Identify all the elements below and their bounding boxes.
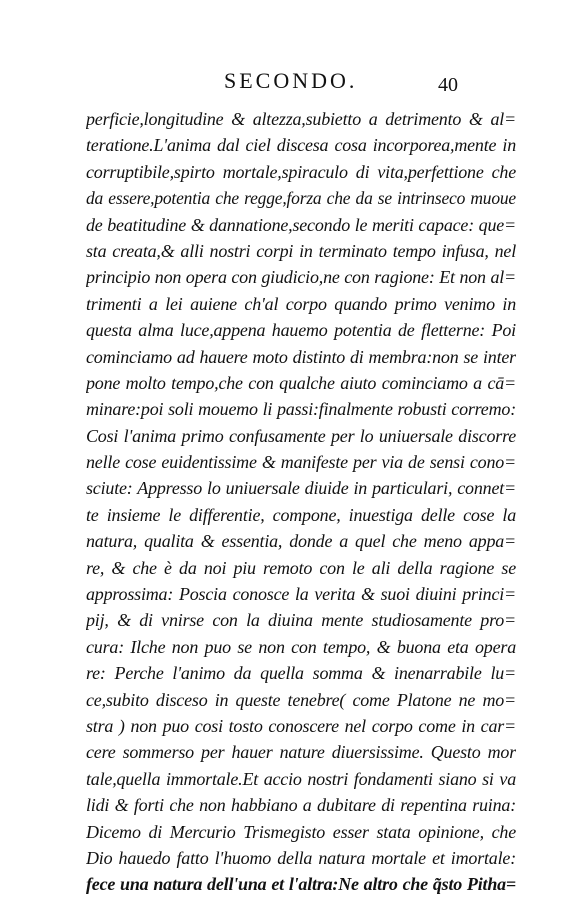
text-line: approssima: Poscia conosce la verita & suoi diuini princi= <box>86 584 516 605</box>
text-line: perficie,longitudine & altezza,subietto a detrimento & al= <box>86 109 516 129</box>
text-line: nelle cose euidentissime & manifeste per via de sensi cono= <box>86 452 516 473</box>
text-line: lidi & forti che non habbiano a dubitare di repentina ruina: <box>86 795 516 816</box>
text-line: Dicemo di Mercurio Trismegisto esser stata opinione, che <box>86 821 516 842</box>
text-line: questa alma luce,appena hauemo potentia de fletterne: Poi <box>86 320 516 341</box>
running-title: SECONDO. <box>224 68 358 93</box>
text-line: natura, qualita & essentia, donde a quel che meno appa= <box>86 531 516 552</box>
text-line: da essere,potentia che regge,forza che da se intrinseco muoue <box>86 188 516 209</box>
text-line: te insieme le differentie, compone, inuestiga delle cose la <box>86 504 516 525</box>
text-line: re: Perche l'animo da quella somma & inenarrabile lu= <box>86 663 516 684</box>
body-text <box>86 106 516 898</box>
text-line: tale,quella immortale.Et accio nostri fondamenti siano si va <box>86 768 516 789</box>
page-number: 40 <box>438 74 458 96</box>
text-line: de beatitudine & dannatione,secondo le meriti capace: que= <box>86 214 516 235</box>
text-line: principio non opera con giudicio,ne con ragione: Et non al= <box>86 267 516 288</box>
text-line: Cosi l'anima primo confusamente per lo uniuersale discorre <box>86 425 516 446</box>
text-line: cere sommerso per hauer nature diuersissime. Questo mor <box>86 742 516 763</box>
text-line: re, & che è da noi piu remoto con le ali della ragione se <box>86 557 516 578</box>
text-line: cominciamo ad hauere moto distinto di membra:non se inter <box>86 346 516 367</box>
text-line: ce,subito disceso in queste tenebre( come Platone ne mo= <box>86 689 516 710</box>
text-line: corruptibile,spirto mortale,spiraculo di vita,perfettione che <box>86 161 516 182</box>
text-line: pij, & di vnirse con la diuina mente studiosamente pro= <box>86 610 516 631</box>
text-line: trimenti a lei auiene ch'al corpo quando primo venimo in <box>86 293 516 314</box>
text-line: cura: Ilche non puo se non con tempo, & buona eta opera <box>86 636 516 657</box>
text-line: stra ) non puo cosi tosto conoscere nel corpo come in car= <box>86 715 516 736</box>
text-line: sta creata,& alli nostri corpi in terminato tempo infusa, nel <box>86 240 516 261</box>
text-line: teratione.L'anima dal ciel discesa cosa incorporea,mente in <box>86 135 516 156</box>
text-line: sciute: Appresso lo uniuersale diuide in particulari, connet= <box>86 478 516 499</box>
text-line: Dio hauedo fatto l'huomo della natura mortale et imortale: <box>86 847 516 868</box>
text-line: pone molto tempo,che con qualche aiuto cominciamo a cā= <box>86 372 516 393</box>
text-line: fece una natura dell'una et l'altra:Ne altro che q̃sto Pitha= <box>86 874 516 895</box>
text-line: minare:poi soli mouemo li passi:finalmente robusti corremo: <box>86 399 516 420</box>
page-header <box>0 68 581 98</box>
